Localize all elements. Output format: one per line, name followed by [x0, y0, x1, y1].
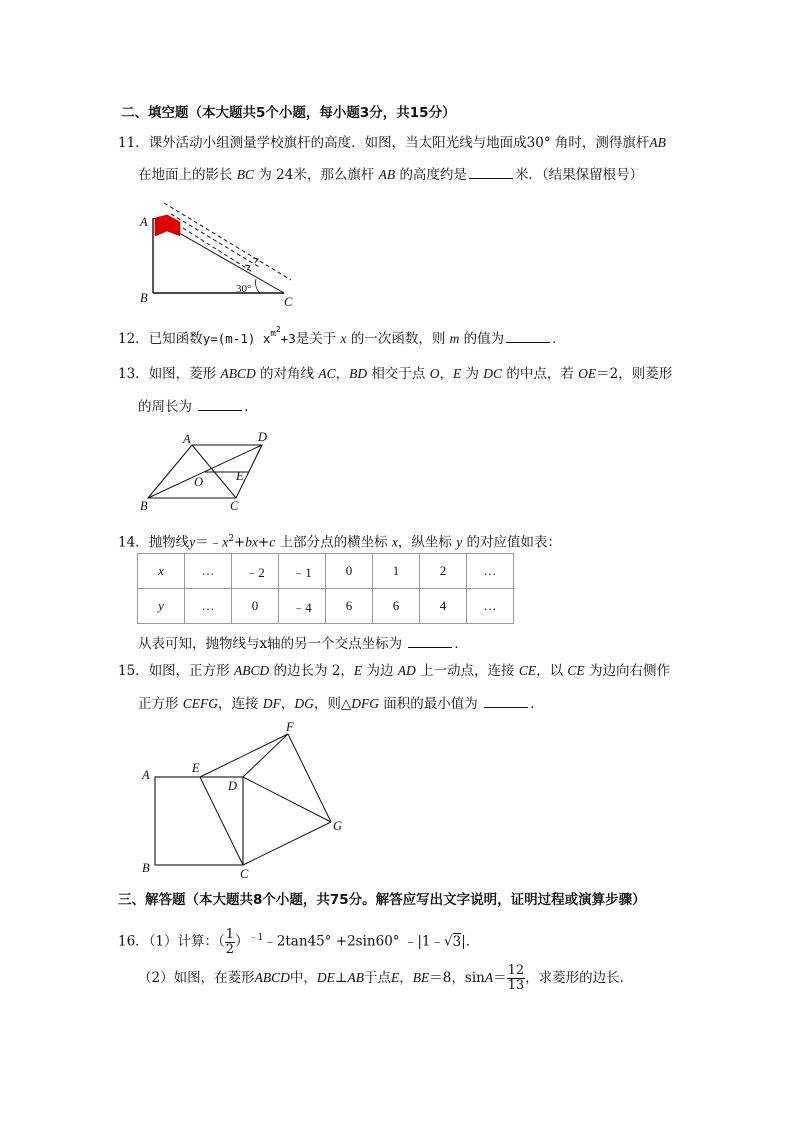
label-c: C: [240, 867, 249, 880]
label-o: O: [194, 475, 204, 489]
table-cell: x: [138, 554, 185, 589]
table-cell: ﹣1: [279, 554, 326, 589]
flagpole-figure: [136, 198, 306, 310]
table-cell: y: [138, 589, 185, 624]
label-d: D: [228, 779, 238, 793]
label-g: G: [333, 819, 343, 833]
table-row: [138, 589, 514, 624]
table-cell: 2: [420, 554, 467, 589]
label-b: B: [140, 291, 148, 305]
fraction: $\frac{1}{2}$: [225, 926, 235, 957]
table-cell: …: [185, 589, 232, 624]
question-16-part1: 16．（1）计算：（ $\frac{1}{2}$ ）$^{﹣1}$﹣2tan45° +2sin60° ﹣|1﹣√3|．: [118, 926, 480, 957]
question-11-line2: 在地面上的影长 BC 为 24米，那么旗杆 AB 的高度约是 米．（结果保留根号）: [138, 164, 643, 184]
question-16-part2: （2）如图，在菱形ABCD中，DE⊥AB于点E，BE＝8，sinA＝ $\frac{12}{13}$ ，求菱形的边长．: [138, 963, 634, 993]
question-13-line2: 的周长为 ．: [138, 396, 258, 416]
answer-blank: [506, 328, 550, 343]
question-15-line2: 正方形 CEFG，连接 DF，DG，则△DFG 面积的最小值为 ．: [138, 693, 544, 713]
label-a: A: [142, 768, 150, 782]
label-a: A: [183, 432, 191, 446]
answer-blank: [484, 693, 528, 708]
section-heading: 三、解答题（本大题共8个小题，共75分。解答应写出文字说明，证明过程或演算步骤）: [118, 892, 646, 908]
question-13-line1: 13．如图，菱形 ABCD 的对角线 AC，BD 相交于点 O，E 为 DC 的中点，若 OE＝2，则菱形: [118, 366, 673, 382]
answer-blank: [408, 633, 452, 648]
label-f: F: [286, 720, 294, 734]
table-cell: …: [467, 554, 514, 589]
question-number: 11．: [118, 135, 149, 151]
label-b: B: [142, 861, 150, 875]
rhombus-figure: [138, 428, 278, 516]
label-c: C: [284, 295, 293, 309]
label-c: C: [230, 499, 239, 513]
table-cell: 6: [373, 589, 420, 624]
flag-icon: [155, 215, 180, 236]
question-12: 12．已知函数y=(m-1) $x^{m2}+3$是关于 x 的一次函数，则 m 的值为 ．: [118, 325, 566, 347]
question-15-line1: 15．如图，正方形 ABCD 的边长为 2，E 为边 AD 上一动点，连接 CE，以 CE 为边向右侧作: [118, 663, 670, 679]
table-cell: 6: [326, 589, 373, 624]
answer-blank: [198, 396, 242, 411]
question-14-conclusion: 从表可知，抛物线与x轴的另一个交点坐标为 ．: [138, 633, 468, 653]
section-heading: 二、填空题（本大题共5个小题，每小题3分，共15分）: [121, 105, 456, 121]
table-cell: …: [467, 589, 514, 624]
sqrt-icon: √: [443, 933, 453, 950]
table-cell: ﹣2: [232, 554, 279, 589]
square-figure: [138, 720, 353, 880]
table-cell: 1: [373, 554, 420, 589]
fraction: $\frac{12}{13}$: [507, 963, 525, 993]
answer-blank: [469, 164, 513, 179]
value-table: [137, 553, 514, 624]
angle-label: 30°: [236, 283, 252, 295]
label-e: E: [236, 469, 244, 483]
label-a: A: [140, 215, 148, 229]
table-cell: …: [185, 554, 232, 589]
label-b: B: [140, 499, 148, 513]
label-d: D: [258, 430, 268, 444]
question-14: 14．抛物线$y=﹣x^2+bx+c$ 上部分点的横坐标 x，纵坐标 y 的对应值如表：: [118, 534, 561, 551]
table-cell: ﹣4: [279, 589, 326, 624]
table-cell: 0: [326, 554, 373, 589]
question-11-line1: 11．课外活动小组测量学校旗杆的高度．如图，当太阳光线与地面成30° 角时，测得旗杆AB: [118, 135, 666, 151]
table-cell: 0: [232, 589, 279, 624]
label-e: E: [192, 761, 200, 775]
table-cell: 4: [420, 589, 467, 624]
table-row: [138, 554, 514, 589]
